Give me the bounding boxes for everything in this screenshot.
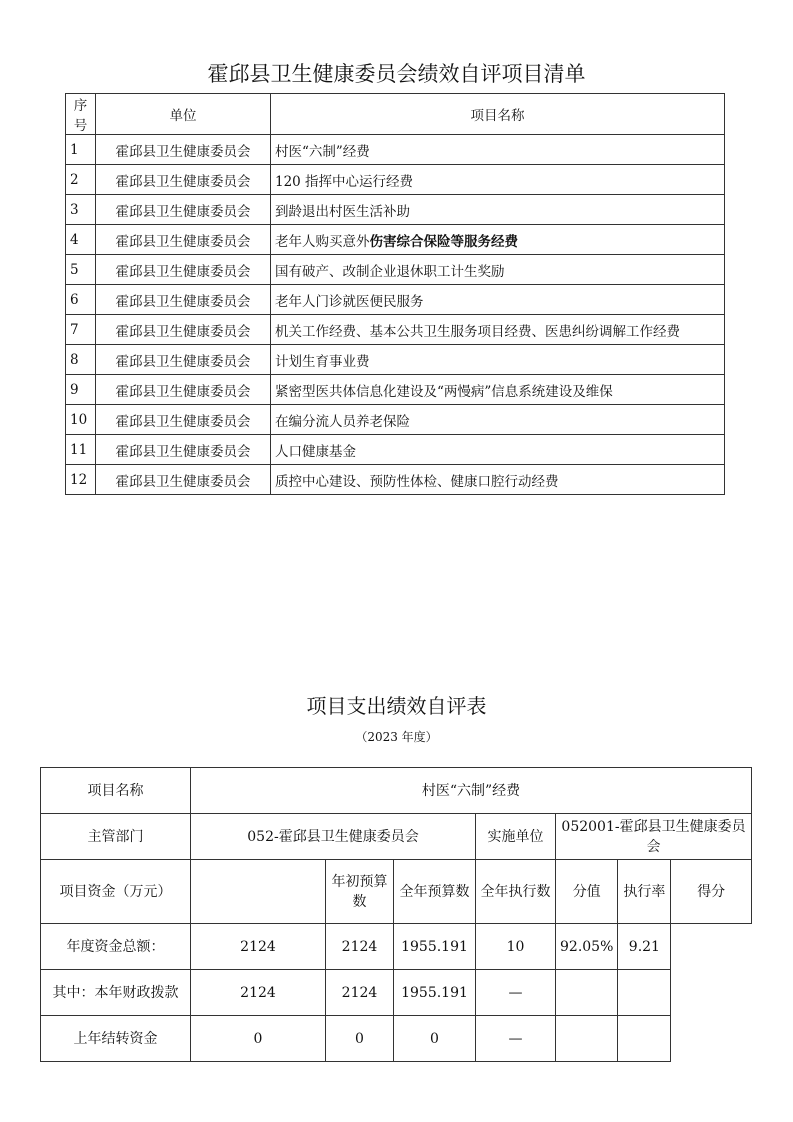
row-name-text: 村医“六制”经费: [275, 143, 370, 160]
header-no: 序号: [66, 94, 96, 135]
row-no: 6: [66, 285, 96, 315]
funds-cell: 9.21: [618, 924, 671, 970]
table-row: [66, 135, 725, 165]
row-name: [271, 315, 725, 345]
funds-cell: [618, 970, 671, 1016]
funds-cell: 2124: [326, 924, 394, 970]
funds-row-label: 其中：本年财政拨款: [41, 970, 191, 1016]
dept: 052-霍邱县卫生健康委员会: [191, 814, 476, 860]
table-header: [66, 94, 725, 135]
funds-label: 项目资金（万元）: [41, 860, 191, 924]
row-name-text: 机关工作经费、基本公共卫生服务项目经费、医患纠纷调解工作经费: [275, 323, 680, 340]
row-name-text: 在编分流人员养老保险: [275, 413, 410, 430]
row-name: [271, 345, 725, 375]
row-no: 4: [66, 225, 96, 255]
col-header: 全年执行数: [476, 860, 556, 924]
row-name-bold: 伤害综合保险等服务经费: [369, 233, 518, 250]
row-name-text: 计划生育事业费: [275, 353, 370, 370]
table-row: [66, 225, 725, 255]
row-unit: 霍邱县卫生健康委员会: [96, 315, 271, 345]
col-header: 得分: [671, 860, 752, 924]
row-name: [271, 195, 725, 225]
table-row: [66, 285, 725, 315]
col-header: 全年预算数: [394, 860, 476, 924]
funds-row: [41, 970, 752, 1016]
project-name-label: 项目名称: [41, 768, 191, 814]
project-list-table: [65, 93, 725, 495]
funds-cell: 92.05%: [556, 924, 618, 970]
row-unit: 霍邱县卫生健康委员会: [96, 135, 271, 165]
funds-cell: 0: [394, 1016, 476, 1062]
row-name-text: 人口健康基金: [275, 443, 356, 460]
funds-cell: 1955.191: [394, 970, 476, 1016]
row-name-text: 紧密型医共体信息化建设及“两慢病”信息系统建设及维保: [275, 383, 613, 400]
row-name-text: 老年人门诊就医便民服务: [275, 293, 424, 310]
header-unit: 单位: [96, 94, 271, 135]
list-title: 霍邱县卫生健康委员会绩效自评项目清单: [207, 62, 586, 86]
row-name: [271, 165, 725, 195]
funds-cell: 1955.191: [394, 924, 476, 970]
funds-cell: —: [476, 970, 556, 1016]
row-name: [271, 405, 725, 435]
row-no: 5: [66, 255, 96, 285]
row-name-text: 国有破产、改制企业退休职工计生奖励: [275, 263, 505, 280]
row-no: 3: [66, 195, 96, 225]
row-name: [271, 285, 725, 315]
table-row: [66, 195, 725, 225]
row-name-text: 老年人购买意外: [275, 233, 370, 250]
eval-table: [40, 767, 752, 1062]
col-header: 年初预算数: [326, 860, 394, 924]
eval-year: （2023 年度）: [355, 730, 438, 744]
table-row: [66, 405, 725, 435]
funds-cell: [618, 1016, 671, 1062]
row-no: 2: [66, 165, 96, 195]
table-row: [66, 465, 725, 495]
funds-cell: —: [476, 1016, 556, 1062]
row-name: [271, 465, 725, 495]
row-name-text: 质控中心建设、预防性体检、健康口腔行动经费: [275, 473, 559, 490]
row-no: 9: [66, 375, 96, 405]
funds-cell: [556, 970, 618, 1016]
row-no: 8: [66, 345, 96, 375]
row-unit: 霍邱县卫生健康委员会: [96, 195, 271, 225]
funds-row: [41, 1016, 752, 1062]
funds-cell: 10: [476, 924, 556, 970]
col-header: 执行率: [618, 860, 671, 924]
row-no: 12: [66, 465, 96, 495]
table-row: [66, 255, 725, 285]
project-name: 村医“六制”经费: [191, 768, 752, 814]
table-row: [66, 375, 725, 405]
row-name: [271, 375, 725, 405]
row-name-text: 到龄退出村医生活补助: [275, 203, 410, 220]
row-no: 7: [66, 315, 96, 345]
funds-cell: 2124: [191, 970, 326, 1016]
row-unit: 霍邱县卫生健康委员会: [96, 435, 271, 465]
row-unit: 霍邱县卫生健康委员会: [96, 255, 271, 285]
row-no: 1: [66, 135, 96, 165]
impl-label: 实施单位: [476, 814, 556, 860]
row-unit: 霍邱县卫生健康委员会: [96, 225, 271, 255]
table-row: [66, 345, 725, 375]
row-unit: 霍邱县卫生健康委员会: [96, 345, 271, 375]
row-name: [271, 135, 725, 165]
row-unit: 霍邱县卫生健康委员会: [96, 465, 271, 495]
row-no: 11: [66, 435, 96, 465]
dept-label: 主管部门: [41, 814, 191, 860]
eval-title: 项目支出绩效自评表: [306, 694, 487, 718]
table-row: [66, 315, 725, 345]
impl: 052001-霍邱县卫生健康委员会: [556, 814, 752, 860]
funds-cell: 0: [326, 1016, 394, 1062]
col-header: 分值: [556, 860, 618, 924]
header-name: 项目名称: [271, 94, 725, 135]
row-unit: 霍邱县卫生健康委员会: [96, 285, 271, 315]
funds-cell: 2124: [326, 970, 394, 1016]
funds-cell: 2124: [191, 924, 326, 970]
row-no: 10: [66, 405, 96, 435]
row-unit: 霍邱县卫生健康委员会: [96, 405, 271, 435]
funds-cell: 0: [191, 1016, 326, 1062]
funds-row-label: 年度资金总额：: [41, 924, 191, 970]
row-name: [271, 435, 725, 465]
table-row: [66, 165, 725, 195]
row-name-text: 120 指挥中心运行经费: [275, 173, 414, 190]
row-unit: 霍邱县卫生健康委员会: [96, 165, 271, 195]
table-row: [66, 435, 725, 465]
funds-row: [41, 924, 752, 970]
row-unit: 霍邱县卫生健康委员会: [96, 375, 271, 405]
row-name: [271, 225, 725, 255]
funds-row-label: 上年结转资金: [41, 1016, 191, 1062]
funds-cell: [556, 1016, 618, 1062]
row-name: [271, 255, 725, 285]
